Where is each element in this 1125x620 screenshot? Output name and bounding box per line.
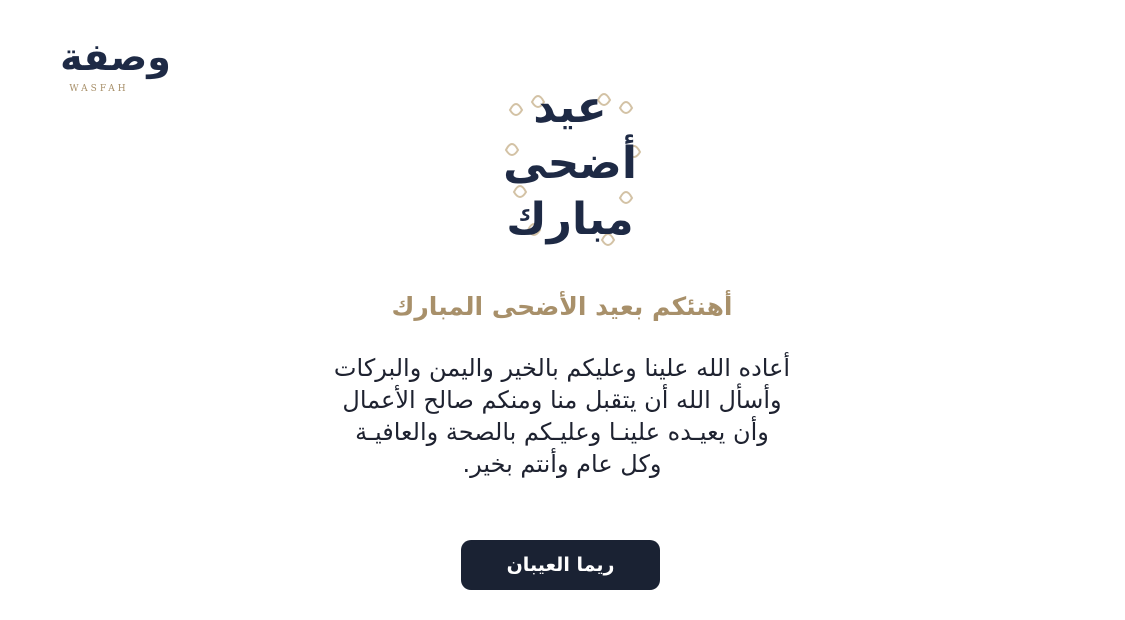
emblem-word-adha: أضحى	[503, 138, 637, 189]
signature-button[interactable]: ريما العيبان	[461, 540, 660, 590]
eid-calligraphy-emblem	[470, 80, 670, 265]
greeting-headline: أهنئكم بعيد الأضحى المبارك	[391, 292, 733, 321]
greeting-message	[262, 352, 862, 480]
logo-arabic-text: وصفة	[60, 35, 171, 79]
emblem-word-eid: عيد	[533, 82, 607, 133]
message-line: وأن يعيـده علينـا وعليـكم بالصحة والعافيـة	[355, 418, 769, 446]
message-line: وكل عام وأنتم بخير.	[462, 450, 662, 478]
message-line: وأسأل الله أن يتقبل منا ومنكم صالح الأعمال	[342, 386, 782, 414]
wasfah-logo	[48, 35, 183, 96]
message-line: أعاده الله علينا وعليكم بالخير واليمن والبركات	[333, 354, 791, 382]
logo-latin-text: WASFAH	[69, 84, 129, 94]
emblem-word-mubarak: مبارك	[506, 194, 634, 245]
